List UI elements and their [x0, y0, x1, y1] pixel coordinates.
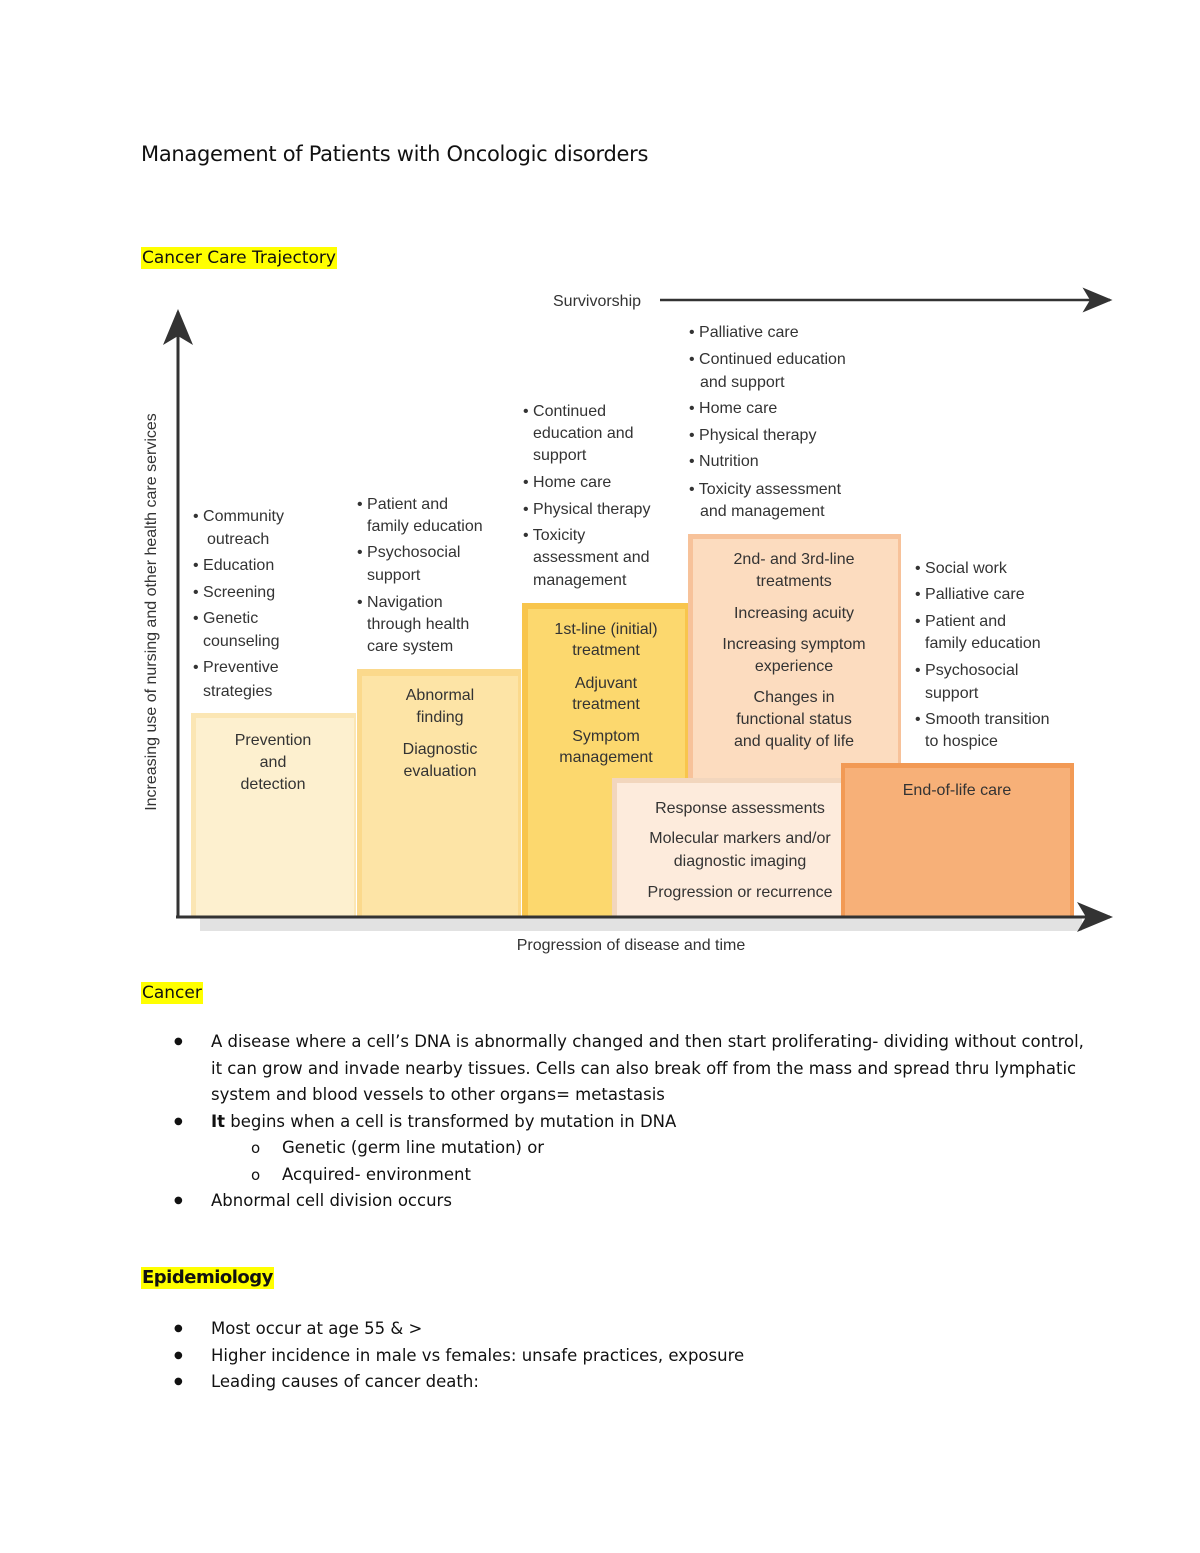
list-line: • Home care: [523, 474, 612, 491]
list-line: counseling: [203, 633, 280, 650]
list-line: strategies: [203, 683, 273, 700]
box-label: Adjuvant: [574, 675, 638, 692]
box-label: Diagnostic: [402, 741, 478, 758]
list-line: • Education: [193, 557, 275, 574]
document-title: Management of Patients with Oncologic disorders: [141, 142, 649, 166]
box-label: evaluation: [403, 763, 477, 780]
list-line: • Continued education: [689, 351, 846, 368]
list-line: • Screening: [193, 584, 276, 601]
list-line: • Continued: [523, 403, 606, 420]
list-item: [211, 1109, 1091, 1136]
list-line: • Community: [193, 508, 284, 525]
box-label: finding: [416, 709, 464, 726]
box-label: treatments: [756, 573, 832, 590]
box-label: Response assessments: [655, 800, 825, 817]
box-label: treatment: [572, 696, 640, 713]
list-line: • Genetic: [193, 610, 259, 627]
list-line: education and: [533, 425, 634, 442]
box-label: treatment: [572, 642, 640, 659]
list-line: • Preventive: [193, 659, 279, 676]
box-label: Increasing symptom: [722, 636, 866, 653]
list-line: • Home care: [689, 400, 778, 417]
list-line: • Social work: [915, 560, 1007, 577]
list-line: assessment and: [533, 549, 650, 566]
list-line: • Psychosocial: [357, 544, 461, 561]
list-line: and support: [700, 374, 785, 391]
box-abnormal-finding: [357, 669, 521, 918]
list-line: care system: [367, 638, 454, 655]
heading-epidemiology: Epidemiology: [142, 1267, 273, 1288]
list-line: • Patient and: [915, 613, 1006, 630]
bold-lead: It: [211, 1111, 226, 1131]
box-label: Progression or recurrence: [647, 884, 833, 901]
box-label: 2nd- and 3rd-line: [733, 551, 855, 568]
sub-list-item: o Genetic (germ line mutation) or: [211, 1135, 1091, 1162]
box-label: Prevention: [234, 732, 312, 749]
list-line: outreach: [207, 531, 270, 548]
epidemiology-bullet-list: [211, 1316, 1091, 1396]
box-label: Changes in: [753, 689, 835, 706]
list-item: ● Abnormal cell division occurs: [211, 1188, 1091, 1215]
list-line: family education: [925, 635, 1041, 652]
list-line: to hospice: [925, 733, 998, 750]
box-label: experience: [754, 658, 834, 675]
list-line: management: [533, 572, 627, 589]
box-label: diagnostic imaging: [673, 853, 807, 870]
box-label: functional status: [736, 711, 852, 728]
x-axis-label: Progression of disease and time: [516, 937, 746, 954]
box-label: 1st-line (initial): [554, 621, 658, 638]
list-line: • Physical therapy: [523, 501, 651, 518]
y-axis-label: Increasing use of nursing and other health care services: [143, 413, 160, 811]
list-line: • Patient and: [357, 496, 448, 513]
list-item: ● Leading causes of cancer death:: [211, 1369, 1091, 1396]
list-line: • Navigation: [357, 594, 443, 611]
box-label: Molecular markers and/or: [649, 830, 831, 847]
box-label: detection: [240, 776, 306, 793]
box-label: and quality of life: [733, 733, 855, 750]
heading-cancer-care-trajectory: Cancer Care Trajectory: [142, 248, 336, 268]
list-line: • Toxicity: [523, 527, 586, 544]
cancer-bullet-list: [211, 1029, 1091, 1215]
baseline-shadow: [200, 918, 1082, 931]
list-item: ● A disease where a cell’s DNA is abnormally changed and then start proliferating- dividing without control, it can grow and invade nearby tissues. Cells can also break off from the mass and spread thru lymphatic system and blood vessels to other organs= metastasis: [211, 1029, 1091, 1109]
list-line: • Nutrition: [689, 453, 759, 470]
list-line: • Physical therapy: [689, 427, 817, 444]
list-line: • Psychosocial: [915, 662, 1019, 679]
list-line: through health: [367, 616, 470, 633]
box-label: Symptom: [572, 728, 640, 745]
box-label: management: [559, 749, 653, 766]
survivorship-label: Survivorship: [553, 293, 642, 310]
box-label: End-of-life care: [902, 782, 1012, 799]
list-line: and management: [700, 503, 825, 520]
item-text: begins when a cell is transformed by mutation in DNA: [225, 1111, 677, 1131]
list-line: • Smooth transition: [915, 711, 1050, 728]
sub-list-item: o Acquired- environment: [211, 1162, 1091, 1189]
box-label: Abnormal: [405, 687, 475, 704]
box-label: and: [259, 754, 287, 771]
list-line: • Palliative care: [689, 324, 799, 341]
list-line: support: [367, 567, 421, 584]
list-item: ● Most occur at age 55 & >: [211, 1316, 1091, 1343]
box-label: Increasing acuity: [733, 605, 855, 622]
list-line: support: [925, 685, 979, 702]
list-line: • Toxicity assessment: [689, 481, 842, 498]
list-line: • Palliative care: [915, 586, 1025, 603]
list-item: ● Higher incidence in male vs females: unsafe practices, exposure: [211, 1343, 1091, 1370]
list-line: family education: [367, 518, 483, 535]
heading-cancer: Cancer: [142, 983, 202, 1003]
list-line: support: [533, 447, 587, 464]
